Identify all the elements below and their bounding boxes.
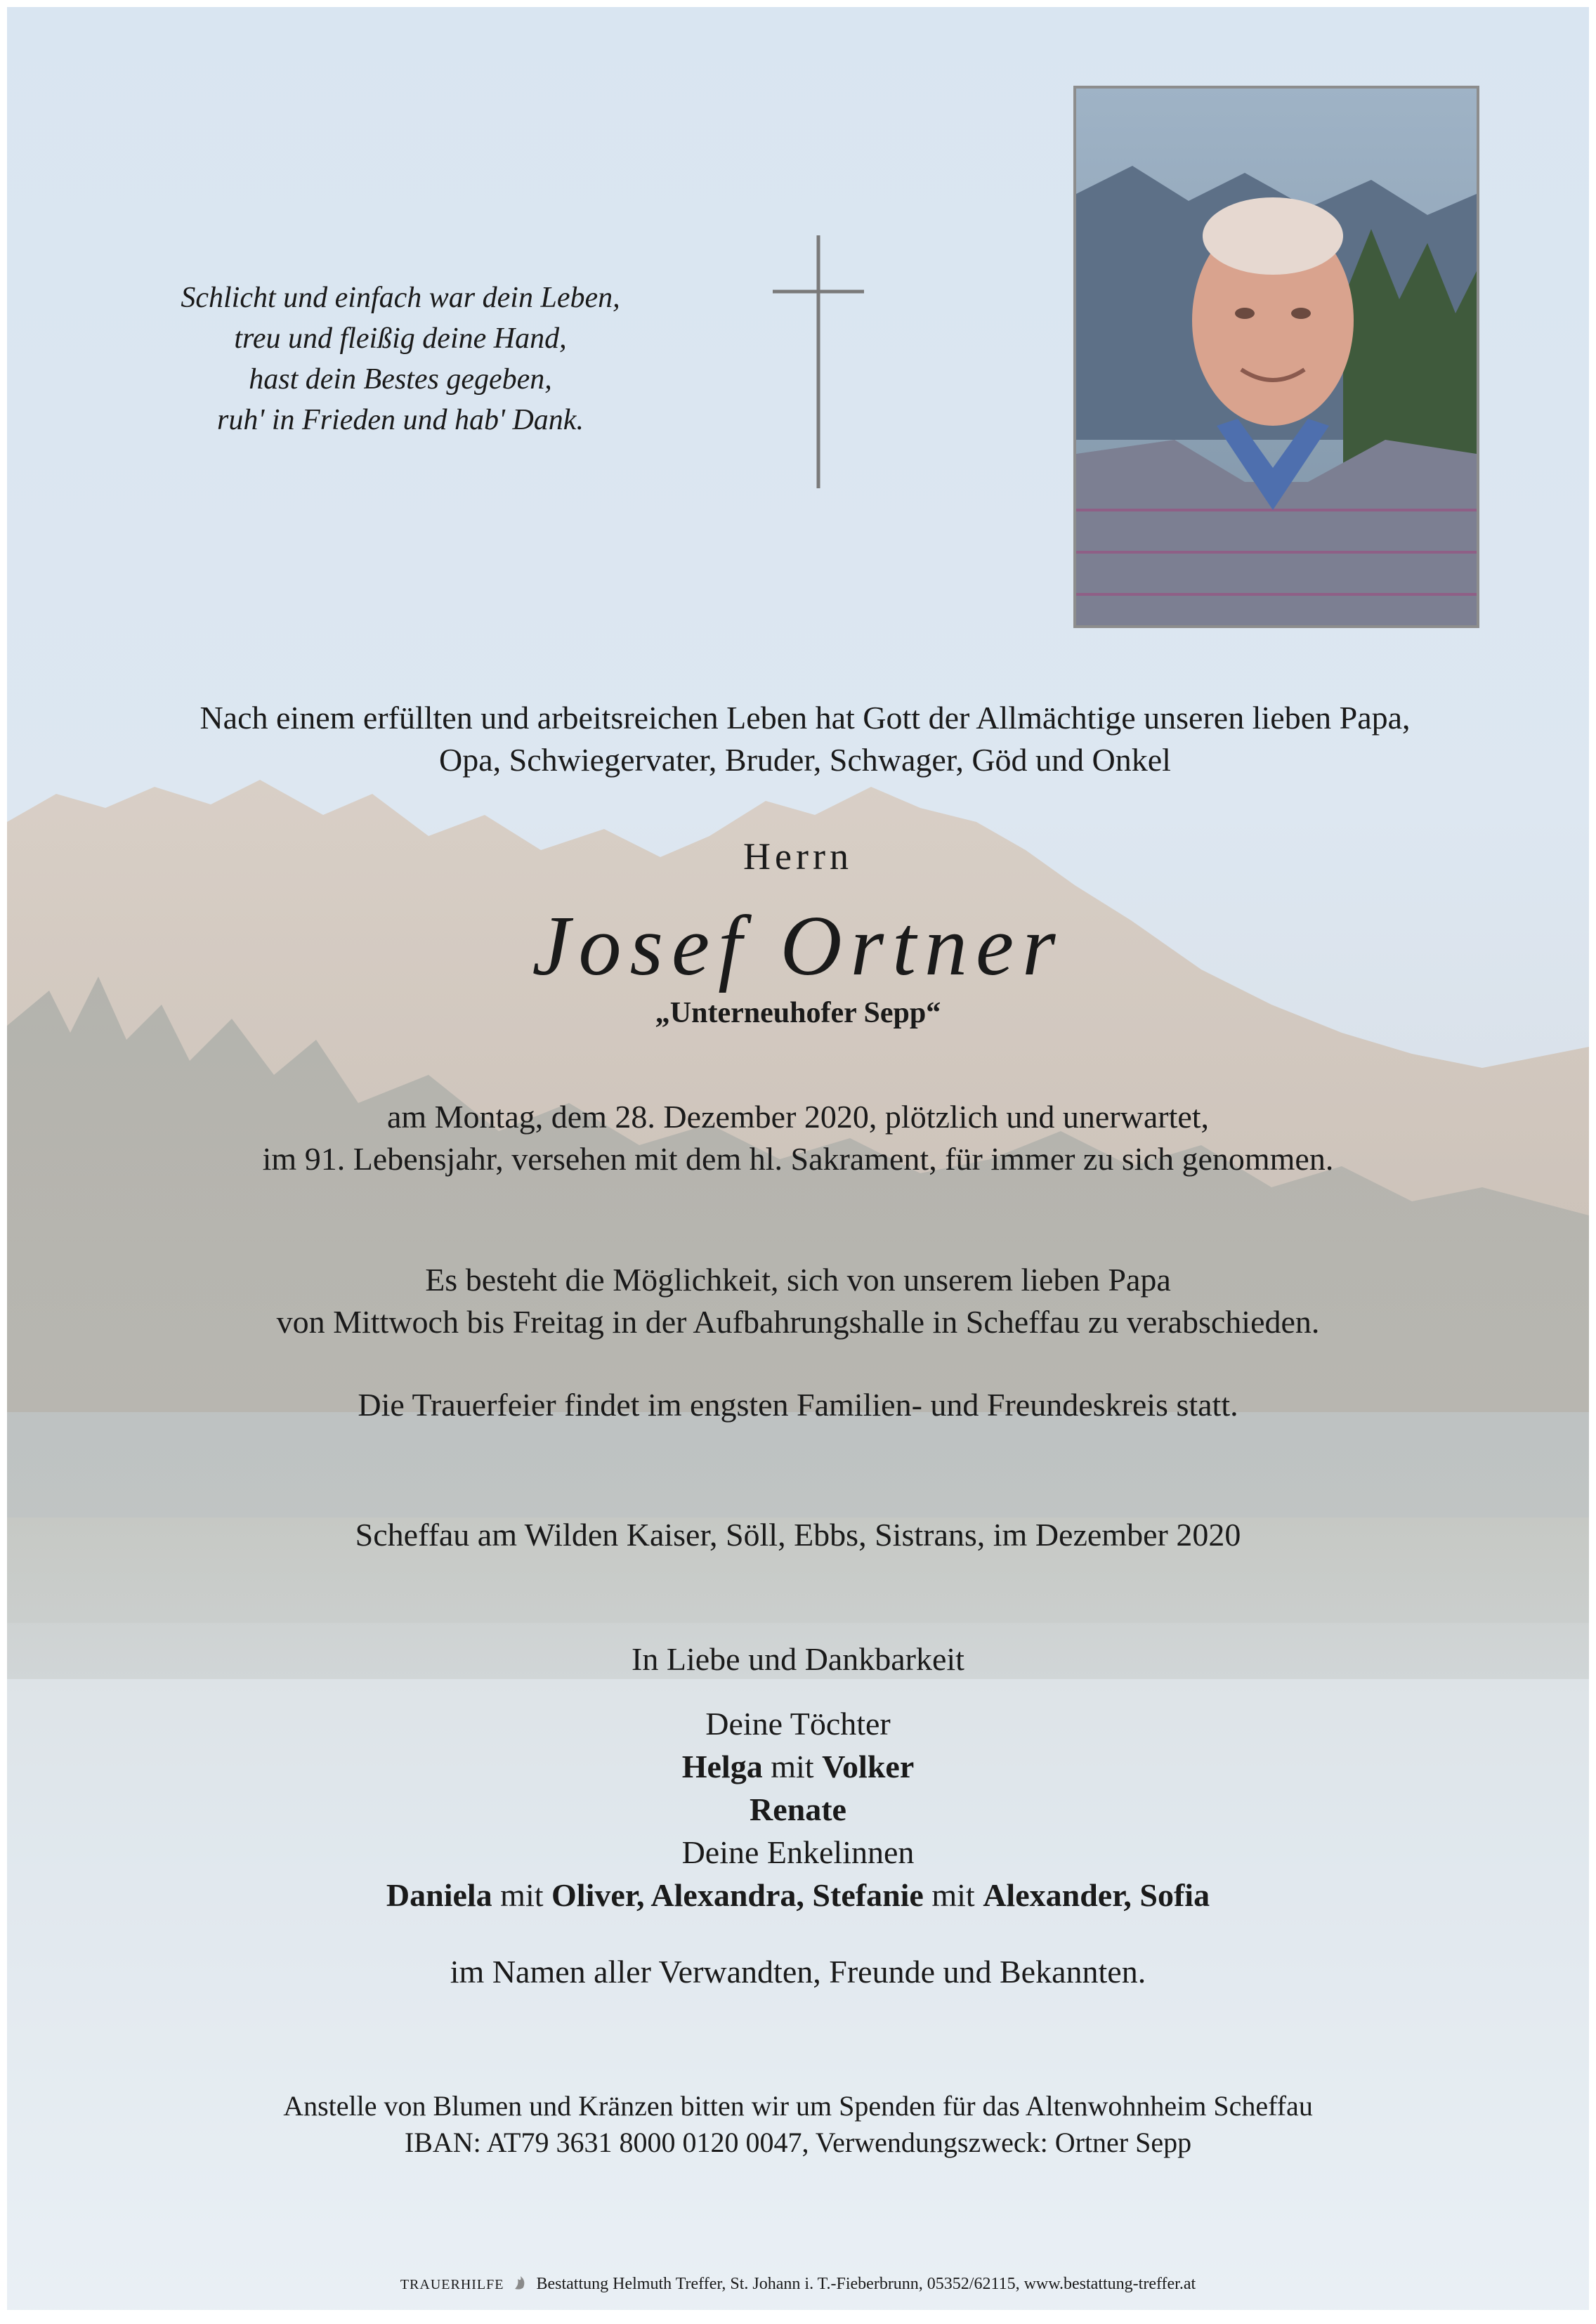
family-member: Oliver, Alexandra, Stefanie xyxy=(551,1877,924,1913)
deceased-nickname: „Unterneuhofer Sepp“ xyxy=(655,997,941,1029)
intro-line: Nach einem erfüllten und arbeitsreichen Leben hat Gott der Allmächtige unseren lieben Papa, xyxy=(200,700,1411,736)
deceased-name: Josef Ortner xyxy=(532,899,1064,993)
verse-line: ruh' in Frieden und hab' Dank. xyxy=(217,404,584,436)
donation-info xyxy=(7,2088,1589,2161)
family-connector: mit xyxy=(500,1877,544,1913)
farewell-line: Es besteht die Möglichkeit, sich von unserem lieben Papa xyxy=(425,1262,1171,1298)
salutation: Herrn xyxy=(743,835,853,877)
obituary-page xyxy=(7,7,1589,2310)
portrait-image xyxy=(1076,89,1477,625)
daughters-heading: Deine Töchter xyxy=(705,1706,891,1742)
death-line: im 91. Lebensjahr, versehen mit dem hl. Sakrament, für immer zu sich genommen. xyxy=(262,1141,1334,1177)
verse-line: Schlicht und einfach war dein Leben, xyxy=(181,282,620,314)
verse-line: treu und fleißig deine Hand, xyxy=(234,322,567,355)
place-and-date: Scheffau am Wilden Kaiser, Söll, Ebbs, Sistrans, im Dezember 2020 xyxy=(355,1517,1241,1553)
family-line xyxy=(7,1874,1589,1917)
intro-text xyxy=(49,697,1561,781)
grandchildren-heading: Deine Enkelinnen xyxy=(681,1834,915,1870)
family-member: Renate xyxy=(750,1791,846,1827)
farewell-info xyxy=(7,1259,1589,1343)
death-line: am Montag, dem 28. Dezember 2020, plötzlich und unerwartet, xyxy=(386,1099,1210,1135)
footer-text: Bestattung Helmuth Treffer, St. Johann i. T.-Fieberbrunn, 05352/62115, www.bestattung-treffer.at xyxy=(536,2275,1196,2293)
donation-line: Anstelle von Blumen und Kränzen bitten wir um Spenden für das Altenwohnheim Scheffau xyxy=(283,2090,1313,2122)
intro-line: Opa, Schwiegervater, Bruder, Schwager, Göd und Onkel xyxy=(439,742,1171,778)
memorial-verse xyxy=(112,278,688,440)
farewell-line: von Mittwoch bis Freitag in der Aufbahrungshalle in Scheffau zu verabschieden. xyxy=(276,1304,1320,1340)
family-connector: mit xyxy=(931,1877,975,1913)
family-connector: mit xyxy=(771,1749,814,1784)
ceremony-info: Die Trauerfeier findet im engsten Familien- und Freundeskreis statt. xyxy=(358,1387,1238,1423)
family-member: Volker xyxy=(822,1749,915,1784)
footer-brand: TRAUERHILFE xyxy=(400,2277,504,2292)
family-line xyxy=(7,1788,1589,1831)
family-line xyxy=(7,1745,1589,1788)
donation-iban: IBAN: AT79 3631 8000 0120 0047, Verwendungszweck: Ortner Sepp xyxy=(404,2127,1192,2158)
death-announcement xyxy=(7,1096,1589,1180)
footer xyxy=(7,2273,1589,2294)
portrait-photo xyxy=(1073,86,1479,628)
family-list xyxy=(7,1702,1589,1917)
family-member: Daniela xyxy=(386,1877,492,1913)
closing-phrase: In Liebe und Dankbarkeit xyxy=(632,1641,964,1677)
family-member: Alexander, Sofia xyxy=(983,1877,1210,1913)
cross-icon xyxy=(773,235,864,488)
verse-line: hast dein Bestes gegeben, xyxy=(249,363,552,396)
family-member: Helga xyxy=(681,1749,763,1784)
relatives-line: im Namen aller Verwandten, Freunde und Bekannten. xyxy=(450,1954,1146,1990)
dove-icon xyxy=(512,2273,528,2292)
